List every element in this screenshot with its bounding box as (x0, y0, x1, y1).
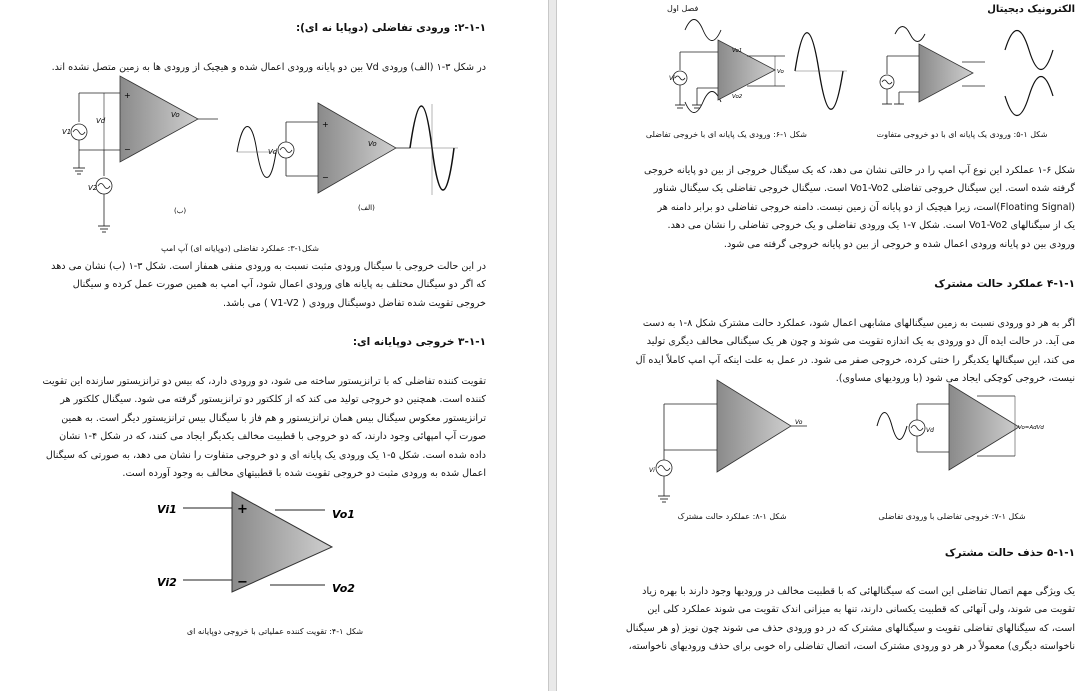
figure-1-6-caption: شکل ۱-۶: ورودی یک پایانه ای با خروجی تفاضلی (645, 130, 807, 139)
para-line: گرفته شده است. این سیگنال خروجی تفاضلی Vo1-Vo2 است. سیگنال خروجی تفاضلی یک سیگنال شناور (653, 183, 1075, 195)
para-line: در این حالت خروجی با سیگنال ورودی مثبت نسبت به ورودی منفی همفاز است. شکل ۳-۱ (ب) نشان می دهد (51, 261, 486, 272)
label-vd: Vd (926, 427, 934, 434)
para-line: تقویت می شوند، ولی آنهائی که قطبیت یکسانی دارند، تنها به میزانی اندک تقویت می شوند عملکرد کلی این (647, 604, 1075, 616)
heading-common-mode: ۴-۱-۱ عملکرد حالت مشترک (934, 278, 1075, 290)
para-line: که اگر دو سیگنال مختلف به پایانه های ورودی اعمال شود، آپ امپ به همین صورت عمل کرده و سیگنال (72, 279, 486, 291)
label-vi2: Vi2 (157, 576, 177, 589)
figure-1-8-schematic (656, 380, 807, 502)
label-vd: Vd (268, 148, 278, 156)
label-vo: Vo (777, 69, 784, 75)
label-vo1: Vo1 (732, 48, 743, 54)
opamp-triangle-b (120, 76, 198, 162)
label-vo2: Vo2 (732, 94, 743, 100)
para-line: صورت آپ امپهائی وجود دارند، که دو خروجی با قطبیت مخالف یکدیگر ایجاد می کنند، که در شکل ۴-۱ نشان (59, 431, 486, 443)
figure-1-5-caption: شکل ۱-۵: ورودی یک پایانه ای با دو خروجی متفاوت (876, 130, 1048, 139)
para-line: ترانزیستور معکوس سیگنال بیس همان ترانزیستور و هم فاز با سیگنال بیس ترانزیستور دیگر است. به همین (61, 412, 486, 424)
heading-common-mode-rejection: ۵-۱-۱ حذف حالت مشترک (944, 547, 1075, 559)
figure-1-7-schematic (877, 384, 1019, 470)
label-vd: Vd (96, 117, 106, 125)
chapter-label: فصل اول (667, 4, 699, 13)
figure-label-a: (الف) (358, 204, 375, 212)
para-line: خروجی تقویت شده تفاضل دوسیگنال ورودی ( V1-V2 ) می باشد. (223, 297, 486, 309)
paragraph-differential-amplifier (42, 373, 486, 483)
minus-sign: − (124, 145, 131, 154)
figure-1-8-caption: شکل ۱-۸: عملکرد حالت مشترک (677, 512, 787, 521)
paragraph-floating-signal (615, 162, 1075, 254)
para-line: می آید. در حالت ایده آل دو ورودی به یک اندازه تقویت می شوند و چون هر یک سیگنالی مخالف دیگری تولید (646, 336, 1075, 348)
para-line: یک از سیگنالهای Vo1-Vo2 است. شکل ۷-۱ یک ورودی تفاضلی و یک خروجی تفاضلی را نشان می دهد. (667, 220, 1075, 232)
plus-sign: + (237, 502, 248, 517)
figure-1-5-schematic (880, 27, 1053, 116)
para-line: ورودی بین دو پایانه ورودی اعمال شده و خروجی از بین دو پایانه خروجی گرفته می شود. (723, 238, 1075, 250)
para-line: شکل ۶-۱ عملکرد این نوع آپ امپ را در حالتی نشان می دهد، که یک سیگنال خروجی از بین دو پایانه خروجی (644, 165, 1075, 176)
plus-sign: + (124, 91, 131, 100)
label-vi: Vi (649, 467, 655, 474)
paragraph-common-mode-rejection (615, 583, 1075, 657)
minus-sign: − (322, 173, 329, 182)
figure-label-b: (ب) (174, 207, 187, 215)
para-line: اگر به هر دو ورودی نسبت به زمین سیگنالهای مشابهی اعمال شود، عملکرد حالت مشترک شکل ۸-۱ به دست (642, 318, 1075, 329)
label-vo: Vo (795, 419, 803, 426)
para-line: است، که سیگنالهای تفاضلی تقویت و سیگنالهای مشترک که در دو ورودی حذف می شوند چون نویز (و هر سیگنال (625, 622, 1075, 634)
para-line: (Floating Signal)است، زیرا هیچیک از دو پایانه آن زمین نیست. دامنه خروجی تفاضلی دو برابر دامنه هر (657, 201, 1075, 213)
para-line: نیست، خروجی کوچکی ایجاد می شود (با ورودیهای مساوی). (835, 373, 1075, 385)
paragraph-common-mode (615, 315, 1075, 389)
heading-differential-input: ۲-۱-۱: ورودی تفاضلی (دوپایا نه ای): (295, 22, 486, 34)
plus-sign: + (322, 120, 329, 129)
label-vi: Vi (669, 75, 675, 82)
label-vo: Vo (368, 140, 377, 148)
figure-1-7-caption: شکل ۱-۷: خروجی تفاضلی با ورودی تفاضلی (878, 512, 1026, 521)
figure-1-4-caption: شکل ۱-۴: تقویت کننده عملیاتی با خروجی دوپایانه ای (186, 627, 364, 636)
ground-icon (73, 168, 85, 174)
figure-1-3-caption: شکل۱-۳: عملکرد تفاضلی (دوپایانه ای) آپ امپ (161, 244, 319, 253)
para-line: ناخواسته دیگری) معمولاً در هر دو ورودی مشترک است، اتصال تفاضلی راه خوبی برای حذف ورودیهای ناخواسته، (628, 641, 1075, 653)
opamp-differential-output (183, 492, 332, 592)
para-line: اعمال شده به ورودی مثبت دو خروجی تقویت شده با قطبیتهای مخالف به وجود آورده است. (122, 468, 486, 480)
para-line: یک ویژگی مهم اتصال تفاضلی این است که سیگنالهائی که با قطبیت مخالف در ورودیها وجود دارند با بهره زیاد (642, 586, 1075, 597)
para-line: تقویت کننده تفاضلی که با ترانزیستور ساخته می شود، دو ورودی دارد، که بیس دو ترانزیستور سازنده این تقویت (42, 376, 486, 387)
minus-sign: − (237, 575, 248, 590)
label-vo2: Vo2 (332, 582, 355, 595)
figure-1-6-schematic (673, 20, 847, 113)
opamp-triangle-a (318, 103, 396, 193)
label-vo: Vo (171, 111, 180, 119)
ground-icon (98, 226, 110, 232)
para-line: می کند، این سیگنالها یکدیگر را خنثی کرده، خروجی صفر می شود. در عمل به علت اینکه آپ امپ کاملاً ایده آل (635, 354, 1075, 366)
label-vi1: Vi1 (157, 503, 177, 516)
label-v2: V2 (88, 184, 98, 192)
paragraph-differential-output-phase (46, 258, 486, 313)
output-sine-wave-icon (410, 104, 458, 195)
page-gutter (548, 0, 557, 691)
para-line: کننده است. همچنین دو خروجی تولید می کند که از کلکتور دو ترانزیستور گرفته می شود. سیگنال کلکتور هر (60, 394, 486, 406)
heading-double-ended-output: ۳-۱-۱ خروجی دوپایانه ای: (352, 336, 486, 348)
label-vo-equation: Vo=AdVd (1018, 425, 1044, 431)
label-v1: V1 (62, 128, 72, 136)
right-page (557, 0, 1085, 691)
book-title: الکترونیک دیجیتال (987, 4, 1075, 15)
label-vo1: Vo1 (332, 508, 355, 521)
paragraph-fig3-intro: در شکل ۳-۱ (الف) ورودی Vd بین دو پایانه ورودی اعمال شده و هیچیک از ورودی ها به زمین متصل نشده اند. (51, 62, 486, 73)
para-line: داده شده است. شکل ۵-۱ یک ورودی یک پایانه ای و دو خروجی متفاوت را نشان می دهد، به صورتی که سیگنال (45, 449, 486, 461)
